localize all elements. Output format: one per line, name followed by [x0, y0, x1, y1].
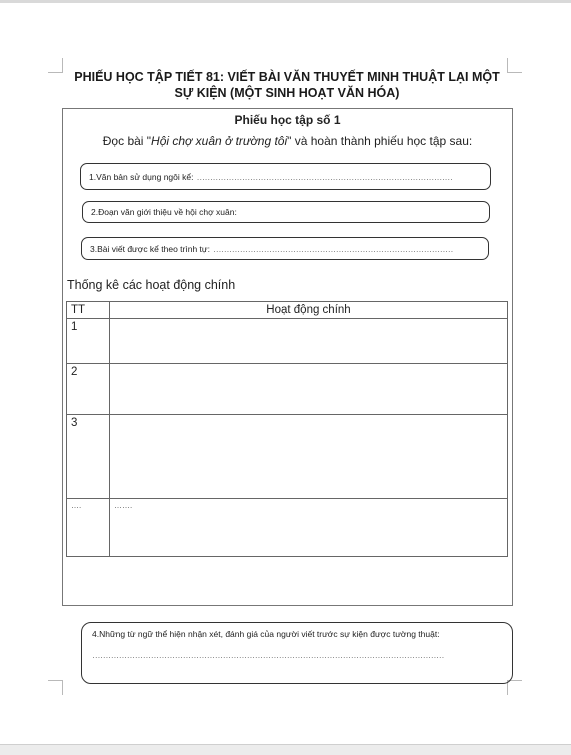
table-row [67, 319, 508, 364]
header-tt: TT [67, 302, 110, 319]
question-3-label: 3.Bài viết được kể theo trình tự: [90, 243, 210, 254]
question-4-blank: …………………………………………………………………………………………………………………… [92, 650, 444, 660]
header-main-activity: Hoạt động chính [110, 302, 508, 319]
worksheet-instruction [62, 134, 513, 148]
row-number: 3 [67, 415, 110, 499]
question-2-box[interactable] [82, 201, 490, 223]
question-2-label: 2.Đoạn văn giới thiệu về hội chợ xuân: [91, 207, 237, 217]
row-number: 1 [67, 319, 110, 364]
table-header-row [67, 302, 508, 319]
row-number: 2 [67, 364, 110, 415]
table-row [67, 364, 508, 415]
instruction-suffix: " và hoàn thành phiếu học tập sau: [287, 134, 473, 148]
question-1-label: 1.Văn bản sử dụng ngôi kể: [89, 171, 194, 182]
question-1-blank: …………………………………………………………………………………… [196, 171, 453, 182]
row-number: …. [67, 499, 110, 557]
viewer-bottom-edge [0, 744, 571, 755]
crop-mark-top-left [48, 58, 63, 73]
row-activity[interactable] [110, 319, 508, 364]
crop-mark-top-right [507, 58, 522, 73]
question-4-label: 4.Những từ ngữ thể hiện nhận xét, đánh giá của người viết trước sự kiện được tường thuật: [92, 629, 440, 639]
document-title: PHIẾU HỌC TẬP TIẾT 81: VIẾT BÀI VĂN THUYẾT MINH THUẬT LẠI MỘT SỰ KIỆN (MỘT SINH HOẠT VĂN HÓA) [74, 70, 500, 100]
question-3-blank: ……………………………………………………………………………… [212, 243, 453, 254]
stats-title: Thống kê các hoạt động chính [67, 278, 236, 292]
row-activity[interactable]: ……. [110, 499, 508, 557]
activities-table [66, 301, 508, 557]
instruction-prefix: Đọc bài " [102, 134, 152, 148]
table-row [67, 415, 508, 499]
viewer-top-edge [0, 0, 571, 3]
table-row [67, 499, 508, 557]
row-activity[interactable] [110, 415, 508, 499]
question-4-box[interactable] [81, 622, 513, 684]
instruction-reading-title: Hội chợ xuân ở trường tôi [151, 134, 288, 148]
question-3-box[interactable] [81, 237, 489, 260]
crop-mark-bottom-right [507, 680, 522, 695]
question-1-box[interactable] [80, 163, 491, 190]
crop-mark-bottom-left [48, 680, 63, 695]
row-activity[interactable] [110, 364, 508, 415]
worksheet-heading: Phiếu học tập số 1 [234, 113, 341, 127]
